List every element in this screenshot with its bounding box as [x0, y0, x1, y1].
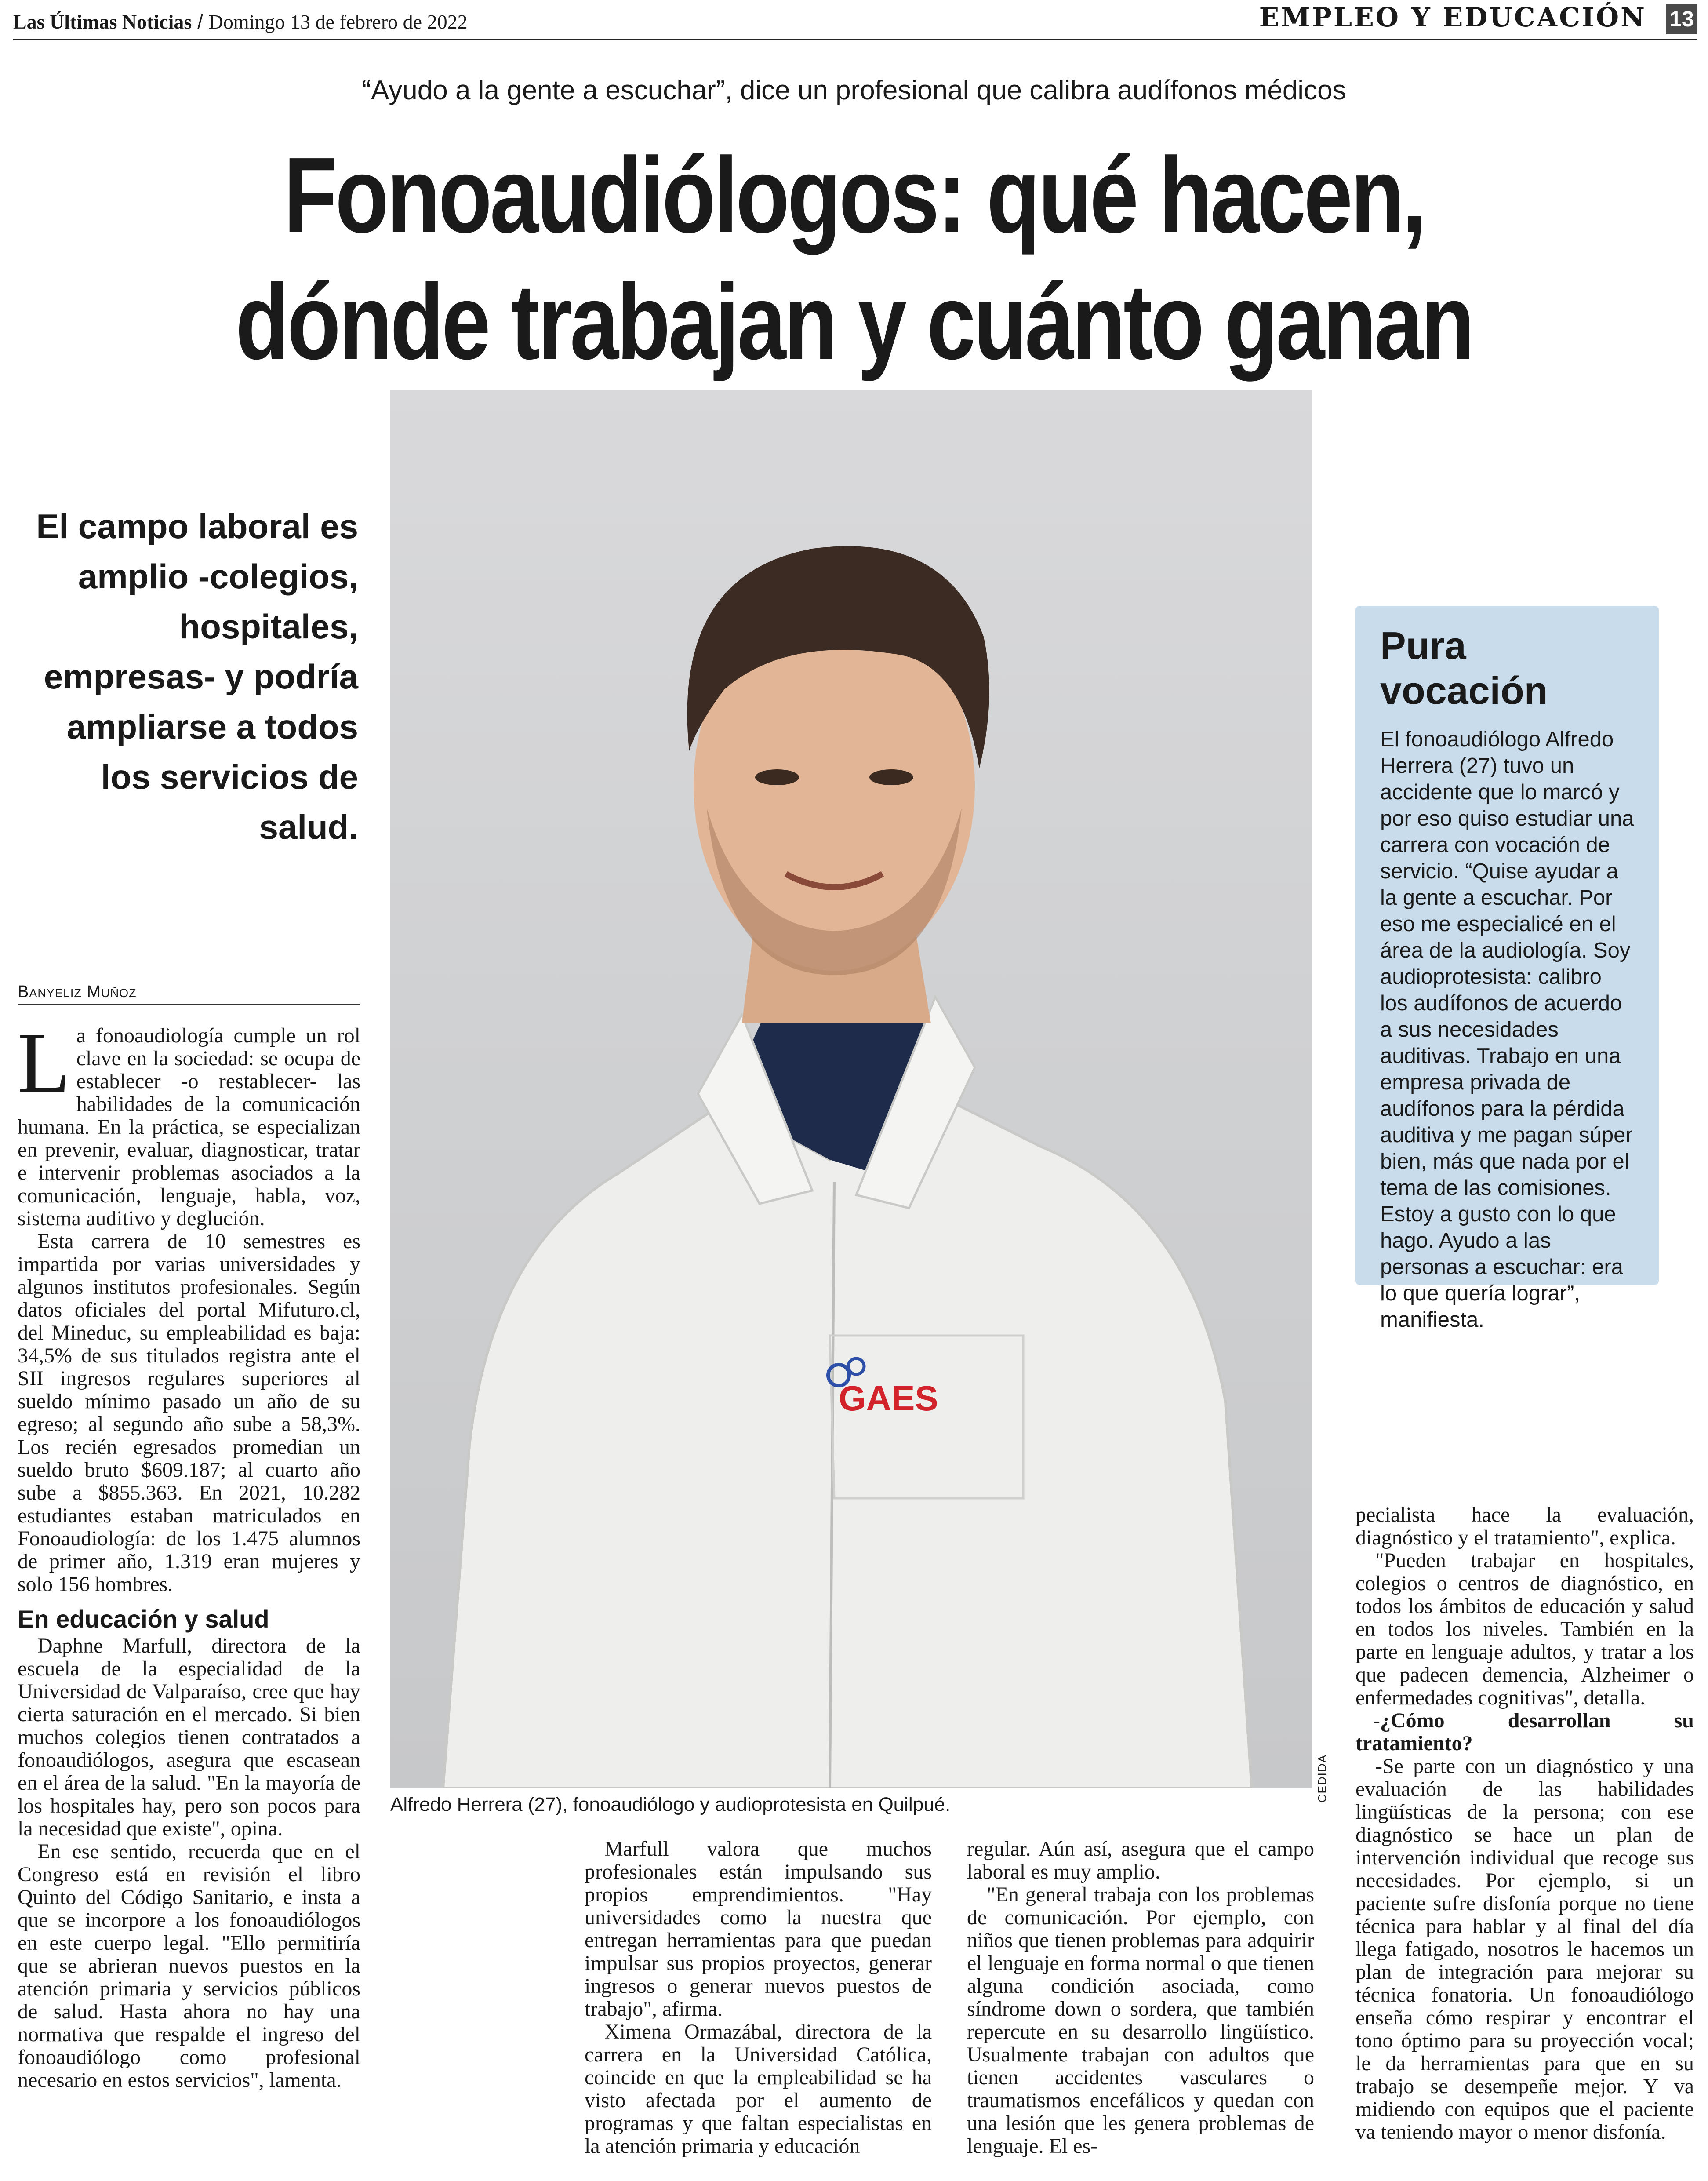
paragraph: pecialista hace la evaluación, diagnóstico y el tratamiento", explica.: [1355, 1503, 1694, 1549]
byline: Banyeliz Muñoz: [18, 983, 360, 1005]
masthead-separator: /: [192, 10, 209, 33]
photo-credit: CEDIDA: [1316, 1754, 1329, 1803]
section-title: EMPLEO Y EDUCACIÓN: [1259, 2, 1646, 33]
portrait-illustration: [390, 390, 1312, 1788]
portrait-photo: [390, 390, 1312, 1788]
article-column-2: [585, 1838, 932, 2158]
sidebar-box: [1355, 606, 1659, 1332]
headline-line-2: dónde trabajan y cuánto ganan: [235, 262, 1473, 382]
paragraph: -Se parte con un diagnóstico y una evaluación de las habilidades lingüísticas de la persona; con ese diagnóstico se hace un plan de intervención individual que recoge sus necesidades. Por ejemplo, si un paciente sufre disfonía porque no tiene técnica para hablar y al final del día llega fatigado, nosotros le hacemos un plan de integración para mejorar su técnica fonatoria. Un fonoaudiólogo enseña cómo respirar y encontrar el tono óptimo para su proyección vocal; le da herramientas para que en su trabajo se desempeñe mejor. Y va midiendo con equipos que el paciente va teniendo mayor o menor disfonía.: [1355, 1755, 1694, 2144]
sidebar-title: Pura vocación: [1380, 624, 1548, 712]
drop-cap: L: [18, 1015, 70, 1111]
paragraph: a fonoaudiología cumple un rol clave en la sociedad: se ocupa de establecer -o restablecer- las habilidades de la comunicación humana. En la práctica, se especializan en prevenir, evaluar, diagnosticar, tratar e intervenir problemas asociados a la comunicación, lenguaje, habla, voz, sistema auditivo y deglución.: [18, 1024, 360, 1230]
paragraph: Ximena Ormazábal, directora de la carrera en la Universidad Católica, coincide en que la empleabilidad se ha visto afectada por el aumento de programas y que faltan especialistas en la atención primaria y educación: [585, 2020, 932, 2158]
publication-date: Domingo 13 de febrero de 2022: [208, 11, 468, 33]
masthead: [13, 10, 468, 33]
paragraph: "En general trabaja con los problemas de comunicación. Por ejemplo, con niños que tienen problemas para adquirir el lenguaje en forma normal o que tienen alguna condición asociada, como síndrome down o sordera, que también repercute en su desarrollo lingüístico. Usualmente trabajan con adultos que tienen accidentes vasculares o traumatismos encefálicos y quedan con una lesión que les genera problemas de lenguaje. El es-: [967, 1883, 1314, 2158]
article-column-4: [1355, 1504, 1694, 2144]
article-column-1: [18, 1015, 360, 2092]
paragraph: Daphne Marfull, directora de la escuela de la especialidad de la Universidad de Valparaíso, cree que hay cierta saturación en el mercado. Si bien muchos colegios tienen contratados a fonoaudiólogos, asegura que escasean en el área de la salud. "En la mayoría de los hospitales hay, pero son pocos para la necesidad que existe", opina.: [18, 1634, 360, 1840]
subhead: En educación y salud: [18, 1605, 269, 1633]
paragraph: "Pueden trabajar en hospitales, colegios o centros de diagnóstico, en todos los ámbitos de educación y salud en todos los niveles. También en la parte en lenguaje adultos, y tratar a los que padecen demencia, Alzheimer o enfermedades cognitivas", detalla.: [1355, 1549, 1694, 1709]
masthead-rule: [13, 39, 1697, 40]
paragraph: regular. Aún así, asegura que el campo laboral es muy amplio.: [967, 1837, 1314, 1883]
headline: [154, 132, 1555, 385]
interview-question: -¿Cómo desarrollan su tratamiento?: [1355, 1709, 1694, 1755]
kicker: “Ayudo a la gente a escuchar”, dice un profesional que calibra audífonos médicos: [362, 75, 1346, 106]
headline-line-1: Fonoaudiólogos: qué hacen,: [283, 135, 1425, 255]
newspaper-name: Las Últimas Noticias: [13, 11, 192, 33]
paragraph: Marfull valora que muchos profesionales están impulsando sus propios emprendimientos. "Hay universidades como la nuestra que entregan herramientas para que puedan impulsar sus propios proyectos, generar ingresos o generar nuevos puestos de trabajo", afirma.: [585, 1837, 932, 2021]
paragraph: En ese sentido, recuerda que en el Congreso está en revisión el libro Quinto del Código Sanitario, e insta a que se incorpore a los fonoaudiólogos en este cuerpo legal. "Ello permitiría que se abrieran nuevos puestos en la atención primaria y servicios públicos de salud. Hasta ahora no hay una normativa que respalde el ingreso del fonoaudiólogo como profesional necesario en estos servicios", lamenta.: [18, 1840, 360, 2092]
lede: El campo laboral es amplio -colegios, hospitales, empresas- y podría ampliarse a todos los servicios de salud.: [36, 507, 358, 846]
sidebar-text: El fonoaudiólogo Alfredo Herrera (27) tuvo un accidente que lo marcó y por eso quiso estudiar una carrera con vocación de servicio. “Quise ayudar a la gente a escuchar. Por eso me especialicé en el área de la audiología. Soy audioprotesista: calibro los audífonos de acuerdo a sus necesidades auditivas. Trabajo en una empresa privada de audífonos para la pérdida auditiva y me pagan súper bien, más que nada por el tema de las comisiones. Estoy a gusto con lo que hago. Ayudo a las personas a escuchar: era lo que quería lograr”, manifiesta.: [1380, 728, 1634, 1332]
paragraph: Esta carrera de 10 semestres es impartida por varias universidades y algunos institutos profesionales. Según datos oficiales del portal Mifuturo.cl, del Mineduc, su empleabilidad es baja: 34,5% de sus titulados registra ante el SII ingresos regulares superiores al sueldo mínimo pasado un año de su egreso; al segundo año sube a 58,3%. Los recién egresados promedian un sueldo bruto $609.187; al cuarto año sube a $855.363. En 2021, 10.282 estudiantes estaban matriculados en Fonoaudiología: de los 1.475 alumnos de primer año, 1.319 eran mujeres y solo 156 hombres.: [18, 1230, 360, 1596]
coat-logo-text: GAES: [839, 1379, 938, 1418]
page-number: 13: [1666, 4, 1697, 34]
article-column-3: [967, 1838, 1314, 2158]
photo-caption: Alfredo Herrera (27), fonoaudiólogo y audioprotesista en Quilpué.: [390, 1794, 951, 1815]
